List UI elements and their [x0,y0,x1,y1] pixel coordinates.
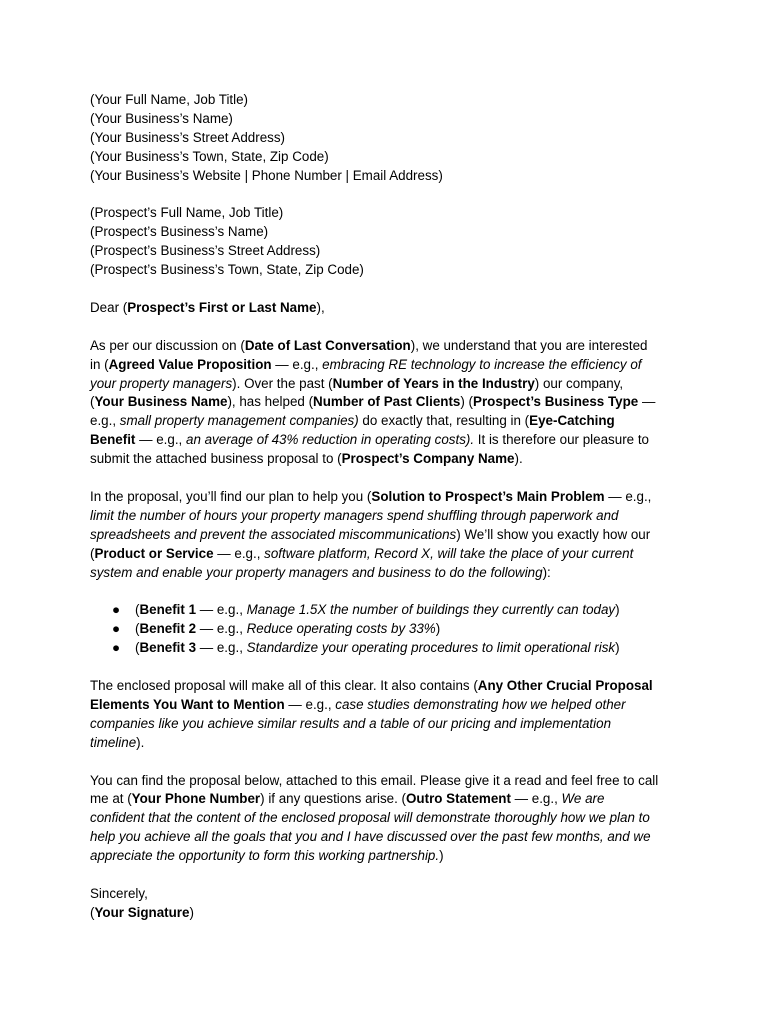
bullet-icon: ● [112,602,121,618]
greeting-name: Prospect’s First or Last Name [127,299,317,315]
paragraph-proposal: In the proposal, you’ll find our plan to help you (Solution to Prospect’s Main Problem — e.g., limit the number of hours your property managers spend shuffling through paperwork and spreadsheets and prevent the associated miscommunications) We’ll show you exactly how our (Product or Service — e.g., software platform, Record X, will take the place of your current system and enable your property managers and business to do the following): [90,488,652,580]
sender-address-block [90,91,690,186]
benefits-list [90,601,690,658]
recipient-business-name: (Prospect’s Business’s Name) [90,224,269,240]
closing-block [90,885,690,923]
bullet-icon: ● [112,621,121,637]
list-item: ● (Benefit 1 — e.g., Manage 1.5X the number of buildings they currently can today) [90,601,690,620]
closing-sincerely: Sincerely, [90,885,148,901]
recipient-address-block [90,204,690,280]
recipient-street: (Prospect’s Business’s Street Address) [90,243,321,259]
signature-placeholder: (Your Signature) [90,904,194,920]
sender-business-name: (Your Business’s Name) [90,110,233,126]
sender-town: (Your Business’s Town, State, Zip Code) [90,148,329,164]
bullet-icon: ● [112,640,121,656]
greeting: Dear (Prospect’s First or Last Name), [90,299,325,315]
recipient-town: (Prospect’s Business’s Town, State, Zip Code) [90,262,364,278]
list-item: ● (Benefit 3 — e.g., Standardize your operating procedures to limit operational risk) [90,639,690,658]
recipient-name-title: (Prospect’s Full Name, Job Title) [90,205,284,221]
paragraph-contact: You can find the proposal below, attached to this email. Please give it a read and feel free to call me at (Your Phone Number) if any questions arise. (Outro Statement — e.g., We are confident that the content of the enclosed proposal will demonstrate thoroughly how we plan to help you achieve all the goals that you and I have discussed over the past few months, and we appreciate the opportunity to form this working partnership.) [90,772,659,864]
sender-name-title: (Your Full Name, Job Title) [90,92,249,107]
paragraph-intro: As per our discussion on (Date of Last Conversation), we understand that you are interested in (Agreed Value Proposition — e.g., embracing RE technology to increase the efficiency of your property managers). Over the past (Number of Years in the Industry) our company, (Your Business Name), has helped (Number of Past Clients) (Prospect’s Business Type — e.g., small property management companies) do exactly that, resulting in (Eye-Catching Benefit — e.g., an average of 43% reduction in operating costs). It is therefore our pleasure to submit the attached business proposal to (Prospect’s Company Name). [90,337,656,467]
sender-street: (Your Business’s Street Address) [90,129,286,145]
paragraph-enclosed: The enclosed proposal will make all of this clear. It also contains (Any Other Crucial Proposal Elements You Want to Mention — e.g., case studies demonstrating how we helped other companies like you achieve similar results and a table of our pricing and implementation timeline). [90,678,653,750]
sender-contact: (Your Business’s Website | Phone Number | Email Address) [90,167,443,183]
letter-document [90,91,690,923]
list-item: ● (Benefit 2 — e.g., Reduce operating costs by 33%) [90,620,690,639]
